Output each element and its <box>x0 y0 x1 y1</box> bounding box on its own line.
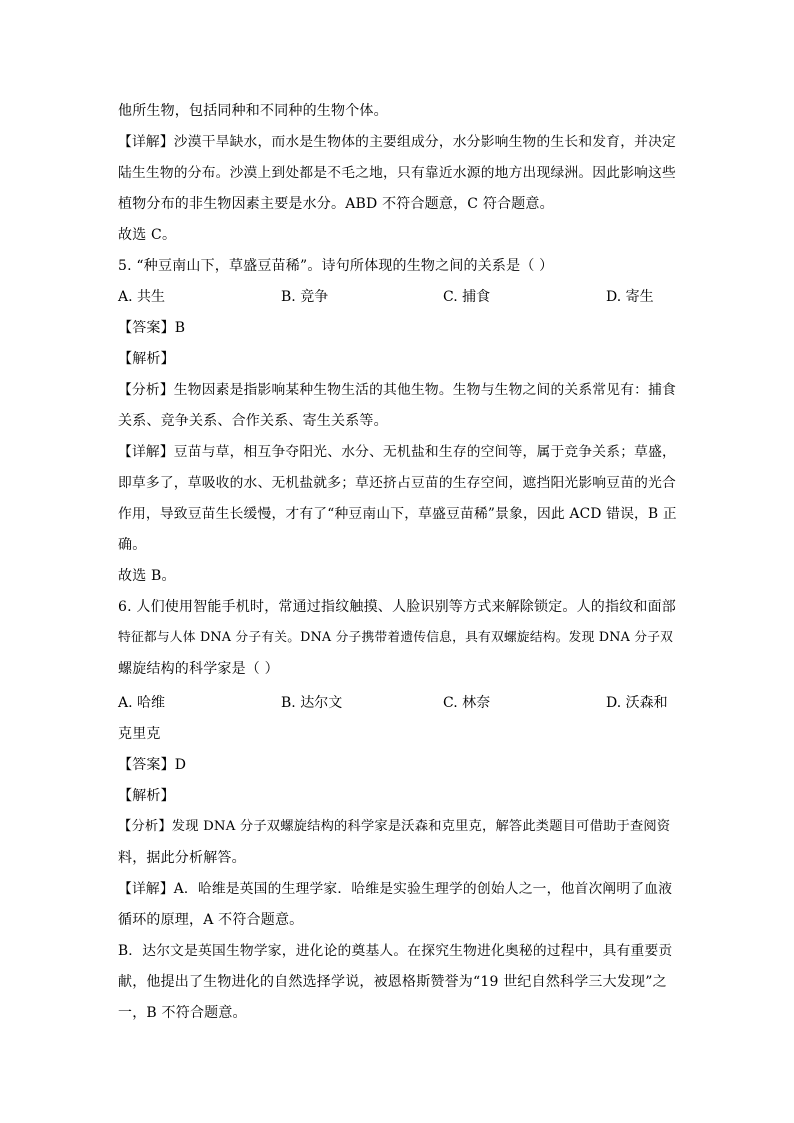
q6-option-c: C. 林奈 <box>443 695 491 711</box>
text-line: 故选 B。 <box>118 568 176 584</box>
text-line: 即草多了，草吸收的水、无机盐就多；草还挤占豆苗的生存空间，遮挡阳光影响豆苗的光合 <box>118 475 677 491</box>
text-line: 特征都与人体 DNA 分子有关。DNA 分子携带着遗传信息，具有双螺旋结构。发现 DNA 分子双 <box>118 630 674 645</box>
text-line: 确。 <box>118 537 147 553</box>
analysis-heading: 【解析】 <box>118 351 175 367</box>
answer-line: 【答案】D <box>118 757 187 773</box>
question-5-stem: 5. “种豆南山下，草盛豆苗稀”。诗句所体现的生物之间的关系是（ ） <box>118 258 554 274</box>
q6-option-d: D. 沃森和 <box>606 695 668 711</box>
text-line: 料，据此分析解答。 <box>118 850 246 866</box>
text-line: 【详解】沙漠干旱缺水，而水是生物体的主要组成分，水分影响生物的生长和发育，并决定 <box>118 134 677 150</box>
question-6-stem: 6. 人们使用智能手机时，常通过指纹触摸、人脸识别等方式来解除锁定。人的指纹和面部 <box>118 599 677 615</box>
text-line: 螺旋结构的科学家是（ ） <box>118 661 279 677</box>
text-line: 关系、竞争关系、合作关系、寄生关系等。 <box>118 413 388 429</box>
text-line: 献，他提出了生物进化的自然选择学说，被恩格斯赞誉为“19 世纪自然科学三大发现”之 <box>118 974 667 990</box>
answer-line: 【答案】B <box>118 320 186 336</box>
text-line: 【详解】A．哈维是英国的生理学家．哈维是实验生理学的创始人之一，他首次阐明了血液 <box>118 881 673 897</box>
text-line: 【分析】生物因素是指影响某种生物生活的其他生物。生物与生物之间的关系常见有：捕食 <box>118 382 677 398</box>
analysis-heading: 【解析】 <box>118 788 175 804</box>
text-line: 陆生生物的分布。沙漠上到处都是不毛之地，只有靠近水源的地方出现绿洲。因此影响这些 <box>118 165 677 181</box>
q5-option-b: B. 竞争 <box>281 289 329 305</box>
text-line: 作用，导致豆苗生长缓慢，才有了“种豆南山下，草盛豆苗稀”景象，因此 ACD 错误，B 正 <box>118 506 677 522</box>
text-line: 故选 C。 <box>118 227 177 243</box>
text-line: 克里克 <box>118 726 161 742</box>
text-line: 一，B 不符合题意。 <box>118 1005 247 1021</box>
text-line: 循环的原理，A 不符合题意。 <box>118 912 304 928</box>
q5-option-d: D. 寄生 <box>606 289 654 305</box>
text-line: 【详解】豆苗与草，相互争夺阳光、水分、无机盐和生存的空间等，属于竞争关系；草盛， <box>118 444 677 460</box>
q6-option-a: A. 哈维 <box>118 695 166 711</box>
q5-option-a: A. 共生 <box>118 289 166 305</box>
q5-option-c: C. 捕食 <box>443 289 491 305</box>
text-line: 植物分布的非生物因素主要是水分。ABD 不符合题意，C 符合题意。 <box>118 196 554 212</box>
text-line: 他所生物，包括同种和不同种的生物个体。 <box>118 103 388 119</box>
text-line: 【分析】发现 DNA 分子双螺旋结构的科学家是沃森和克里克，解答此类题目可借助于查阅资 <box>118 819 671 834</box>
text-line: B．达尔文是英国生物学家，进化论的奠基人。在探究生物进化奥秘的过程中，具有重要贡 <box>118 943 673 959</box>
q6-option-b: B. 达尔文 <box>281 695 343 711</box>
